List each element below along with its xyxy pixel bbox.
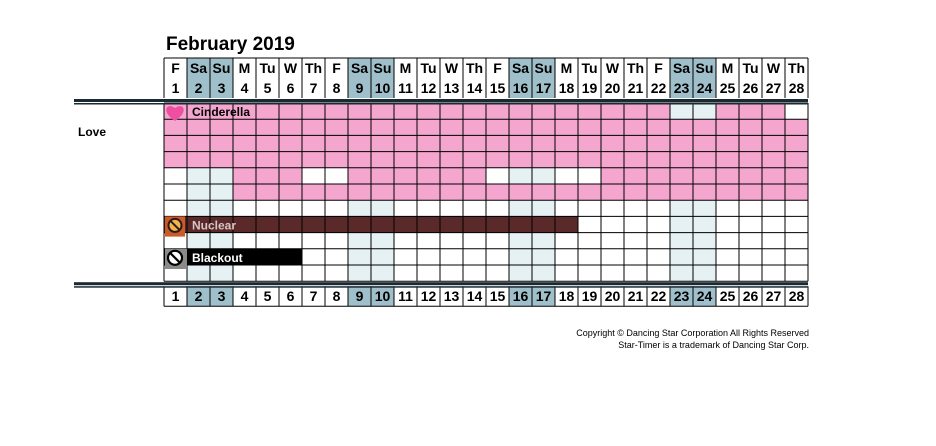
bar-cell[interactable] [762,119,785,135]
footer-day-number: 27 [765,288,782,305]
bar-cell[interactable] [785,184,808,200]
bar-cell[interactable] [601,119,624,135]
day-number-label: 4 [240,80,249,96]
bar-cell[interactable] [463,168,486,184]
header-separator [74,99,808,102]
bar-cell[interactable] [486,216,509,232]
bar-cell[interactable] [256,216,279,232]
day-of-week-label: Sa [511,60,530,76]
bar-cell[interactable] [647,152,670,168]
bar-cell[interactable] [371,184,394,200]
footer-day-number: 14 [466,288,483,305]
bar-cell[interactable] [509,103,532,119]
footer-day-number: 28 [788,288,805,305]
day-of-week-label: M [560,60,573,76]
bar-cell[interactable] [785,119,808,135]
bar-cell[interactable] [348,216,371,232]
bar-cell[interactable] [440,119,463,135]
bar-cell[interactable] [486,184,509,200]
copyright-notice [576,327,809,351]
bar-cell[interactable] [716,184,739,200]
day-number-label: 13 [443,80,460,96]
bar-cell[interactable] [670,168,693,184]
bar-cell[interactable] [325,135,348,151]
bar-cell[interactable] [279,168,302,184]
bar-cell[interactable] [624,119,647,135]
day-number-label: 6 [286,80,295,96]
day-number-label: 9 [355,80,364,96]
bar-cell[interactable] [739,152,762,168]
bar-cell[interactable] [417,184,440,200]
footer-day-number: 3 [217,288,226,305]
bar-cell[interactable] [417,119,440,135]
day-number-label: 7 [309,80,318,96]
bar-cell[interactable] [555,119,578,135]
bar-cell[interactable] [279,103,302,119]
bar-cell[interactable] [440,216,463,232]
bar-cell[interactable] [555,184,578,200]
bar-cell[interactable] [532,119,555,135]
footer-day-number: 21 [627,288,644,305]
footer-day-number: 6 [286,288,295,305]
bar-cell[interactable] [325,103,348,119]
bar-cell[interactable] [233,168,256,184]
bar-cell[interactable] [463,216,486,232]
bar-cell[interactable] [624,184,647,200]
bar-cell[interactable] [647,103,670,119]
bar-cell[interactable] [739,184,762,200]
footer-day-number: 9 [355,288,364,305]
bar-cell[interactable] [233,135,256,151]
bar-cell[interactable] [325,119,348,135]
bar-cell[interactable] [348,135,371,151]
bar-cell[interactable] [164,119,187,135]
bar-cell[interactable] [486,152,509,168]
footer-day-number: 18 [558,288,575,305]
day-of-week-label: Su [212,60,231,76]
day-number-label: 22 [650,80,667,96]
bar-cell[interactable] [693,152,716,168]
bar-cell[interactable] [647,119,670,135]
bar-cell[interactable] [762,103,785,119]
bar-cell[interactable] [624,135,647,151]
day-of-week-label: Sa [350,60,369,76]
bar-cell[interactable] [739,119,762,135]
bar-cell[interactable] [256,152,279,168]
bar-cell[interactable] [371,216,394,232]
bar-cell[interactable] [279,119,302,135]
bar-cell[interactable] [463,119,486,135]
bar-cell[interactable] [302,184,325,200]
bar-cell[interactable] [440,103,463,119]
bar-cell[interactable] [371,103,394,119]
page-title: February 2019 [166,34,295,55]
day-number-label: 11 [398,80,413,96]
bar-cell[interactable] [716,119,739,135]
bar-cell[interactable] [578,103,601,119]
bar-cell[interactable] [670,152,693,168]
bar-cell[interactable] [670,119,693,135]
footer-day-number: 23 [673,288,690,305]
bar-cell[interactable] [187,135,210,151]
bar-cell[interactable] [348,184,371,200]
row-label-nuclear[interactable]: Nuclear [192,218,237,233]
day-of-week-label: Su [534,60,553,76]
footer-day-number: 5 [263,288,272,305]
footer-day-number: 12 [420,288,437,305]
bar-cell[interactable] [762,152,785,168]
day-number-label: 2 [194,80,203,96]
day-of-week-label: Tu [581,60,598,76]
bar-cell[interactable] [555,216,578,232]
bar-cell[interactable] [716,135,739,151]
day-of-week-label: Sa [189,60,208,76]
footer-day-number: 4 [240,288,249,305]
day-number-label: 27 [765,80,782,96]
bar-cell[interactable] [440,135,463,151]
bar-cell[interactable] [739,103,762,119]
bar-cell[interactable] [233,119,256,135]
day-of-week-label: M [721,60,734,76]
bar-cell[interactable] [762,168,785,184]
bar-cell[interactable] [302,152,325,168]
bar-cell[interactable] [256,168,279,184]
day-number-label: 17 [535,80,552,96]
bar-cell[interactable] [762,135,785,151]
day-of-week-label: Su [373,60,392,76]
bar-cell[interactable] [348,168,371,184]
day-number-label: 3 [217,80,226,96]
day-of-week-label: M [399,60,412,76]
footer-day-number: 2 [194,288,203,305]
footer-day-number: 19 [581,288,598,305]
bar-cell[interactable] [509,184,532,200]
bar-cell[interactable] [578,135,601,151]
bar-cell[interactable] [532,135,555,151]
bar-cell[interactable] [693,119,716,135]
bar-cell[interactable] [302,216,325,232]
bar-cell[interactable] [578,152,601,168]
footer-day-number: 20 [604,288,621,305]
bar-cell[interactable] [256,119,279,135]
bar-cell[interactable] [624,103,647,119]
day-number-label: 24 [696,80,713,96]
bar-cell[interactable] [164,152,187,168]
footer-day-number: 8 [332,288,341,305]
day-of-week-label: W [444,60,459,76]
row-label-blackout[interactable]: Blackout [192,250,243,265]
bar-cell[interactable] [394,216,417,232]
bar-cell[interactable] [762,184,785,200]
footer-day-number: 7 [309,288,318,305]
footer-day-number: 16 [512,288,529,305]
bar-cell[interactable] [785,152,808,168]
bar-cell[interactable] [187,152,210,168]
bar-cell[interactable] [716,168,739,184]
bar-cell[interactable] [509,135,532,151]
bar-cell[interactable] [417,216,440,232]
day-of-week-label: F [654,60,663,76]
row-label-cinderella[interactable]: Cinderella [192,105,251,119]
bar-cell[interactable] [279,184,302,200]
bar-cell[interactable] [739,135,762,151]
bar-cell[interactable] [164,135,187,151]
day-of-week-label: W [283,60,298,76]
day-of-week-label: Tu [259,60,276,76]
day-of-week-label: Tu [420,60,437,76]
bar-cell[interactable] [532,216,555,232]
bar-cell[interactable] [532,184,555,200]
bar-cell[interactable] [256,249,279,265]
bar-cell[interactable] [348,103,371,119]
bar-cell[interactable] [693,168,716,184]
bar-cell[interactable] [256,135,279,151]
bar-cell[interactable] [325,184,348,200]
day-of-week-label: Tu [742,60,759,76]
day-of-week-label: M [238,60,251,76]
bar-cell[interactable] [233,184,256,200]
footer-day-number: 24 [696,288,713,305]
bar-cell[interactable] [624,168,647,184]
bar-cell[interactable] [348,152,371,168]
bar-cell[interactable] [463,135,486,151]
trademark-line: Star-Timer is a trademark of Dancing Star Corp. [618,340,809,350]
bar-cell[interactable] [624,152,647,168]
day-number-label: 15 [489,80,506,96]
bar-cell[interactable] [371,119,394,135]
day-of-week-label: Th [304,60,323,76]
bar-cell[interactable] [210,135,233,151]
bar-cell[interactable] [417,103,440,119]
day-of-week-label: F [171,60,180,76]
bar-cell[interactable] [601,103,624,119]
day-of-week-label: Su [695,60,714,76]
section-label-love: Love [78,125,107,139]
footer-day-number: 17 [535,288,552,305]
bar-cell[interactable] [233,152,256,168]
bar-cell[interactable] [371,152,394,168]
bar-cell[interactable] [279,249,302,265]
footer-day-number: 10 [374,288,391,305]
bar-cell[interactable] [601,135,624,151]
header-separator-thin [74,103,808,105]
bar-cell[interactable] [716,152,739,168]
copyright-line: Copyright © Dancing Star Corporation All Rights Reserved [576,328,809,338]
bar-cell[interactable] [785,168,808,184]
bar-cell[interactable] [440,184,463,200]
bar-cell[interactable] [509,216,532,232]
bar-cell[interactable] [256,184,279,200]
bar-cell[interactable] [279,135,302,151]
bar-cell[interactable] [716,103,739,119]
bar-cell[interactable] [601,152,624,168]
bar-cell[interactable] [532,103,555,119]
bar-cell[interactable] [440,168,463,184]
footer-day-number: 13 [443,288,460,305]
day-number-label: 14 [466,80,483,96]
bar-cell[interactable] [325,216,348,232]
bar-cell[interactable] [256,103,279,119]
day-of-week-label: W [605,60,620,76]
bar-cell[interactable] [394,184,417,200]
day-number-label: 18 [558,80,575,96]
bar-cell[interactable] [693,135,716,151]
bar-cell[interactable] [739,168,762,184]
day-number-label: 19 [581,80,598,96]
bar-cell[interactable] [417,168,440,184]
day-number-label: 12 [420,80,437,96]
day-of-week-label: Th [465,60,484,76]
bar-cell[interactable] [578,184,601,200]
bar-cell[interactable] [693,184,716,200]
day-number-label: 10 [374,80,391,96]
day-number-label: 16 [512,80,529,96]
bar-cell[interactable] [647,168,670,184]
footer-separator [74,282,808,285]
day-of-week-label: F [493,60,502,76]
bar-cell[interactable] [187,119,210,135]
bar-cell[interactable] [371,168,394,184]
footer-day-number: 1 [171,288,180,305]
day-number-label: 28 [788,80,805,96]
bar-cell[interactable] [601,168,624,184]
bar-cell[interactable] [210,119,233,135]
bar-cell[interactable] [233,216,256,232]
bar-cell[interactable] [509,152,532,168]
bar-cell[interactable] [785,135,808,151]
bar-cell[interactable] [463,103,486,119]
bar-cell[interactable] [486,103,509,119]
bar-cell[interactable] [486,135,509,151]
day-of-week-label: F [332,60,341,76]
bar-cell[interactable] [555,152,578,168]
day-of-week-label: Th [626,60,645,76]
bar-cell[interactable] [509,119,532,135]
bar-cell[interactable] [670,184,693,200]
bar-cell[interactable] [394,168,417,184]
day-number-label: 26 [742,80,759,96]
bar-cell[interactable] [486,119,509,135]
bar-cell[interactable] [647,135,670,151]
day-number-label: 1 [171,80,180,96]
day-of-week-label: Th [787,60,806,76]
bar-cell[interactable] [394,119,417,135]
bar-cell[interactable] [532,152,555,168]
bar-cell[interactable] [417,135,440,151]
bar-cell[interactable] [578,119,601,135]
footer-day-number: 15 [489,288,506,305]
day-number-label: 21 [627,80,644,96]
bar-cell[interactable] [463,152,486,168]
footer-day-number: 11 [398,288,413,305]
bar-cell[interactable] [394,135,417,151]
bar-cell[interactable] [670,135,693,151]
day-number-label: 5 [263,80,272,96]
day-number-label: 20 [604,80,621,96]
bar-cell[interactable] [394,152,417,168]
day-number-label: 23 [673,80,690,96]
bar-cell[interactable] [394,103,417,119]
bar-cell[interactable] [302,135,325,151]
bar-cell[interactable] [601,184,624,200]
bar-cell[interactable] [371,135,394,151]
bar-cell[interactable] [440,152,463,168]
bar-cell[interactable] [555,103,578,119]
bar-cell[interactable] [302,103,325,119]
bar-cell[interactable] [463,184,486,200]
bar-cell[interactable] [555,135,578,151]
bar-cell[interactable] [647,184,670,200]
day-number-label: 8 [332,80,341,96]
bar-cell[interactable] [210,152,233,168]
footer-day-number: 22 [650,288,667,305]
bar-cell[interactable] [325,152,348,168]
bar-cell[interactable] [348,119,371,135]
footer-day-number: 25 [719,288,736,305]
bar-cell[interactable] [302,119,325,135]
day-number-label: 25 [719,80,736,96]
bar-cell[interactable] [279,152,302,168]
footer-day-number: 26 [742,288,759,305]
day-of-week-label: Sa [672,60,691,76]
bar-cell[interactable] [279,216,302,232]
bar-cell[interactable] [417,152,440,168]
day-of-week-label: W [766,60,781,76]
